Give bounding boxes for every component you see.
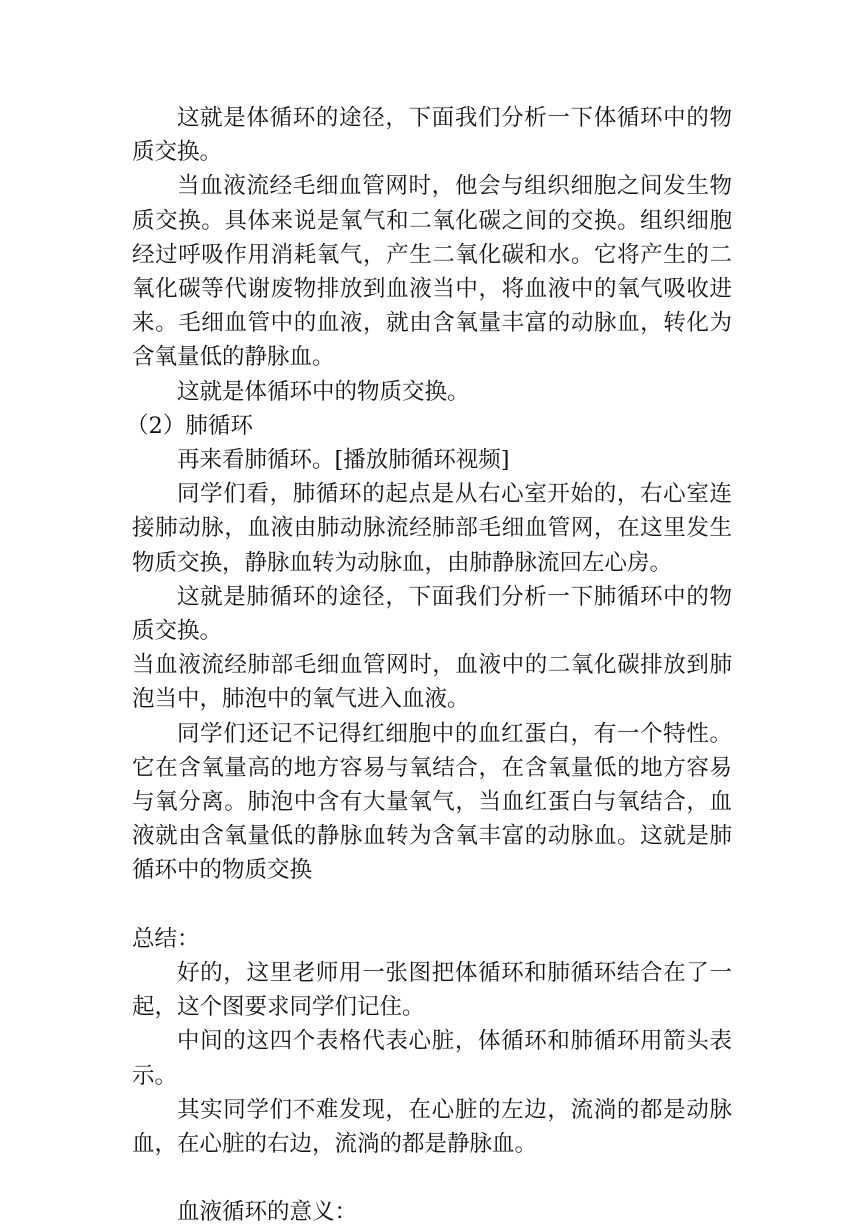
summary-heading: 总结： <box>132 925 200 952</box>
paragraph: 其实同学们不难发现，在心脏的左边，流淌的都是动脉血，在心脏的右边，流淌的都是静脉血。 <box>132 1096 732 1158</box>
paragraph: 当血液流经肺部毛细血管网时，血液中的二氧化碳排放到肺泡当中，肺泡中的氧气进入血液。 <box>132 652 732 713</box>
paragraph: 血液循环的意义： <box>177 1199 358 1226</box>
paragraph: 中间的这四个表格代表心脏，体循环和肺循环用箭头表示。 <box>132 1028 732 1089</box>
paragraph: 这就是体循环的途径，下面我们分析一下体循环中的物质交换。 <box>132 105 732 166</box>
section-heading-pulmonary-circulation: （2）肺循环 <box>126 412 253 439</box>
paragraph: 当血液流经毛细血管网时，他会与组织细胞之间发生物质交换。具体来说是氧气和二氧化碳之间的交换。组织细胞经过呼吸作用消耗氧气，产生二氧化碳和水。它将产生的二氧化碳等代谢废物排放到血液当中，将血液中的氧气吸收进来。毛细血管中的血液，就由含氧量丰富的动脉血，转化为含氧量低的静脉血。 <box>132 173 732 371</box>
paragraph: 再来看肺循环。[播放肺循环视频] <box>177 447 510 474</box>
blank-line <box>132 888 732 922</box>
paragraph: 这就是肺循环的途径，下面我们分析一下肺循环中的物质交换。 <box>132 583 732 645</box>
paragraph: 同学们看，肺循环的起点是从右心室开始的，右心室连接肺动脉，血液由肺动脉流经肺部毛细血管网，在这里发生物质交换，静脉血转为动脉血，由肺静脉流回左心房。 <box>132 481 732 576</box>
blank-line <box>132 1161 732 1195</box>
paragraph: 同学们还记不记得红细胞中的血红蛋白，有一个特性。它在含氧量高的地方容易与氧结合，在含氧量低的地方容易与氧分离。肺泡中含有大量氧气，当血红蛋白与氧结合，血液就由含氧量低的静脉血转为含氧丰富的动脉血。这就是肺循环中的物质交换 <box>132 720 732 884</box>
paragraph: 这就是体循环中的物质交换。 <box>177 378 470 405</box>
paragraph: 好的，这里老师用一张图把体循环和肺循环结合在了一起，这个图要求同学们记住。 <box>132 960 732 1021</box>
document-page <box>126 101 732 1230</box>
